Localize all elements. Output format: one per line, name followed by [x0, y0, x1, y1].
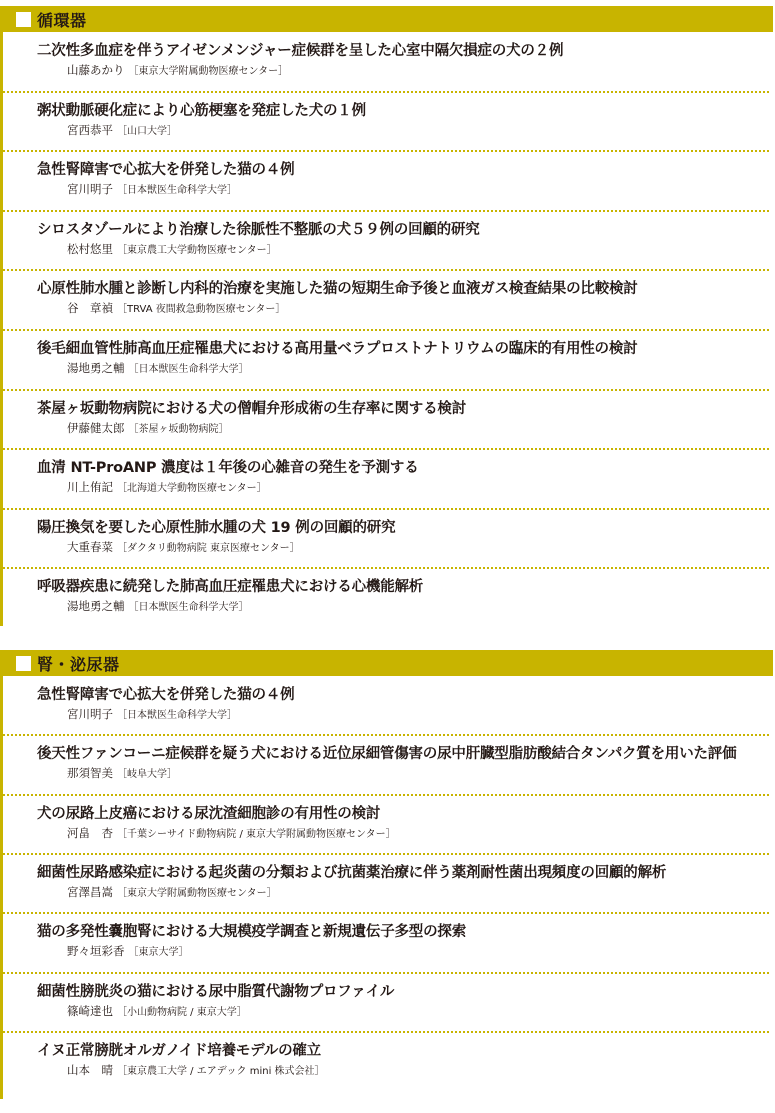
section-header [3, 650, 773, 676]
section-nephrology-urology [0, 650, 773, 1099]
presenter-affiliation: ［千葉シーサイド動物病院 / 東京大学附属動物医療センター］ [117, 828, 396, 840]
presenter-affiliation: ［北海道大学動物医療センター］ [117, 483, 267, 495]
presenter-line [67, 539, 300, 555]
dotted-divider [3, 448, 769, 450]
presenter-name: 宮川明子 [67, 707, 113, 721]
presenter-line [67, 1003, 247, 1019]
presenter-line [67, 1062, 325, 1078]
square-bullet-icon [16, 12, 31, 27]
presenter-line [67, 181, 237, 197]
presenter-affiliation: ［東京大学］ [128, 947, 189, 959]
presentation-title: 急性腎障害で心拡大を併発した猫の４例 [37, 162, 295, 179]
dotted-divider [3, 150, 769, 152]
presenter-line [67, 765, 177, 781]
presenter-affiliation: ［東京大学附属動物医療センター］ [117, 887, 277, 899]
section-cardiology [0, 6, 773, 626]
presenter-affiliation: ［日本獣医生命科学大学］ [117, 710, 237, 721]
dotted-divider [3, 972, 769, 974]
presenter-line [67, 479, 267, 495]
presenter-affiliation: ［山口大学］ [117, 125, 177, 137]
presenter-name: 大重春菜 [67, 539, 113, 554]
presenter-affiliation: ［小山動物病院 / 東京大学］ [117, 1006, 247, 1018]
presentation-title: 心原性肺水腫と診断し内科的治療を実施した猫の短期生命予後と血液ガス検査結果の比較検討 [37, 281, 638, 298]
presenter-name: 那須智美 [67, 766, 113, 781]
presenter-name: 谷 章禎 [67, 301, 113, 316]
presenter-name: 松村悠里 [67, 241, 113, 256]
dotted-divider [3, 508, 769, 510]
presenter-name: 湯地勇之輔 [67, 599, 125, 614]
dotted-divider [3, 567, 769, 569]
presenter-line [67, 360, 249, 376]
dotted-divider [3, 329, 769, 331]
presenter-name: 川上侑記 [67, 480, 113, 495]
presenter-name: 山藤あかり [67, 63, 125, 77]
presenter-name: 宮澤昌嵩 [67, 884, 113, 899]
presenter-affiliation: ［東京大学附属動物医療センター］ [128, 66, 289, 77]
presentation-title: 細菌性尿路感染症における起炎菌の分類および抗菌薬治療に伴う薬剤耐性菌出現頻度の回顧的解析 [37, 864, 667, 881]
presenter-affiliation: ［岐阜大学］ [117, 769, 177, 781]
presenter-name: 河畠 杏 [67, 825, 113, 840]
section-title: 循環器 [37, 10, 87, 30]
presentation-title: 血清 NT-ProANP 濃度は１年後の心雑音の発生を予測する [37, 460, 419, 477]
presenter-affiliation: ［日本獣医生命科学大学］ [128, 364, 249, 375]
presentation-title: イヌ正常膀胱オルガノイド培養モデルの確立 [37, 1042, 321, 1059]
presenter-affiliation: ［東京農工大学 / エアデック mini 株式会社］ [117, 1065, 325, 1077]
dotted-divider [3, 853, 769, 855]
presenter-affiliation: ［日本獣医生命科学大学］ [128, 602, 249, 614]
presenter-affiliation: ［TRVA 夜間救急動物医療センター］ [117, 304, 286, 316]
presenter-name: 宮川明子 [67, 182, 113, 197]
presenter-name: 伊藤健太郎 [67, 420, 125, 435]
presenter-affiliation: ［ダクタリ動物病院 東京医療センター］ [117, 542, 300, 554]
presentation-title: 細菌性膀胱炎の猫における尿中脂質代謝物プロファイル [37, 983, 395, 1000]
presenter-line [67, 598, 249, 614]
dotted-divider [3, 210, 769, 212]
presentation-title: 陽圧換気を要した心原性肺水腫の犬 19 例の回顧的研究 [37, 519, 396, 536]
presenter-name: 宮西恭平 [67, 122, 113, 137]
dotted-divider [3, 912, 769, 914]
presenter-affiliation: ［日本獣医生命科学大学］ [117, 185, 237, 197]
presentation-title: 猫の多発性嚢胞腎における大規模疫学調査と新規遺伝子多型の探索 [37, 924, 466, 941]
presenter-name: 湯地勇之輔 [67, 361, 125, 375]
presentation-title: 茶屋ヶ坂動物病院における犬の僧帽弁形成術の生存率に関する検討 [37, 400, 466, 417]
presentation-title: 粥状動脈硬化症により心筋梗塞を発症した犬の１例 [37, 102, 366, 119]
presenter-line [67, 884, 277, 900]
presentation-title: 犬の尿路上皮癌における尿沈渣細胞診の有用性の検討 [37, 805, 381, 822]
presenter-line [67, 825, 396, 841]
presentation-title: 急性腎障害で心拡大を併発した猫の４例 [37, 687, 295, 703]
presentation-title: シロスタゾールにより治療した徐脈性不整脈の犬５９例の回顧的研究 [37, 221, 480, 238]
presenter-affiliation: ［茶屋ヶ坂動物病院］ [128, 423, 229, 435]
presenter-line [67, 122, 177, 138]
dotted-divider [3, 91, 769, 93]
dotted-divider [3, 794, 769, 796]
presenter-name: 山本 晴 [67, 1062, 113, 1077]
presentation-title: 二次性多血症を伴うアイゼンメンジャー症候群を呈した心室中隔欠損症の犬の２例 [37, 43, 564, 59]
presentation-title: 呼吸器疾患に続発した肺高血圧症罹患犬における心機能解析 [37, 579, 424, 596]
presenter-line [67, 62, 288, 78]
dotted-divider [3, 389, 769, 391]
presenter-name: 野々垣彩香 [67, 944, 125, 959]
section-header [3, 6, 773, 32]
presenter-affiliation: ［東京農工大学動物医療センター］ [117, 244, 277, 256]
dotted-divider [3, 1031, 769, 1033]
dotted-divider [3, 269, 769, 271]
presenter-line [67, 420, 229, 436]
presenter-line [67, 300, 285, 316]
dotted-divider [3, 734, 769, 736]
presenter-line [67, 943, 189, 959]
presentation-title: 後毛細血管性肺高血圧症罹患犬における高用量ベラプロストナトリウムの臨床的有用性の検討 [37, 341, 638, 357]
presenter-line [67, 241, 277, 257]
presenter-line [67, 706, 237, 722]
square-bullet-icon [16, 656, 31, 671]
section-title: 腎・泌尿器 [37, 654, 120, 674]
presentation-title: 後天性ファンコーニ症候群を疑う犬における近位尿細管傷害の尿中肝臓型脂肪酸結合タンパク質を用いた評価 [37, 746, 737, 763]
presenter-name: 篠崎達也 [67, 1003, 113, 1018]
